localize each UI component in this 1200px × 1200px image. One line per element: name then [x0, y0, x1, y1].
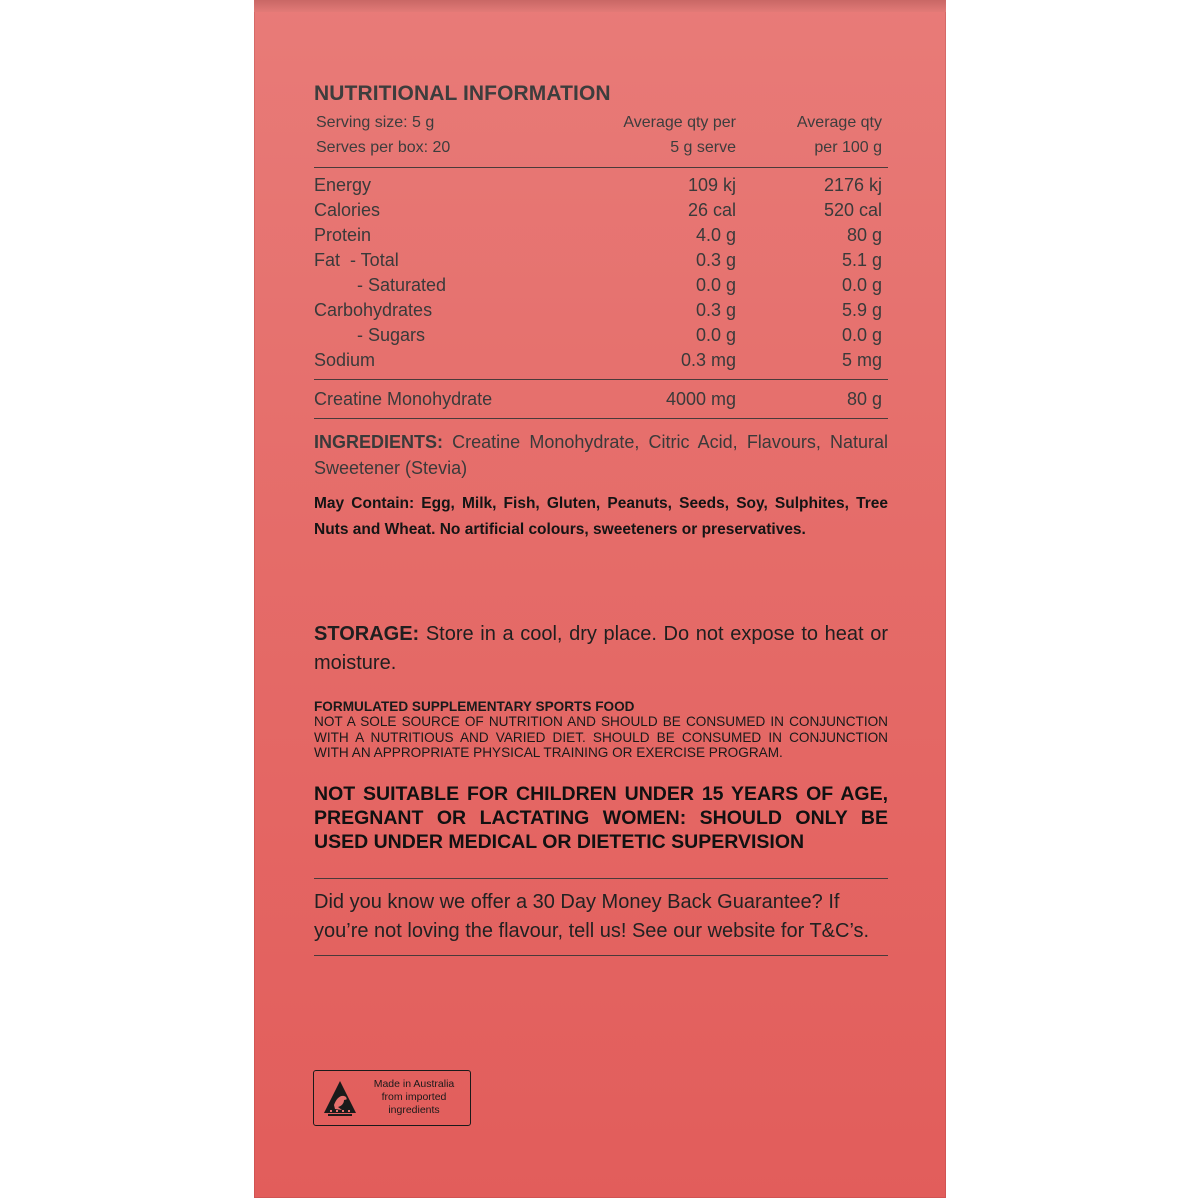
guarantee-text: Did you know we offer a 30 Day Money Back Guarantee? If you’re not loving the flavour, tell us! See our website for T&C’s.: [314, 890, 870, 942]
badge-line-1: Made in Australia: [373, 1078, 455, 1090]
nutrition-row: [314, 325, 888, 350]
nutrition-title: NUTRITIONAL INFORMATION: [314, 82, 611, 105]
box-top-flap: [254, 0, 946, 12]
row-per-100g: 520 cal: [823, 200, 882, 220]
row-per-serve: 0.3 g: [695, 300, 736, 320]
row-label: - Saturated: [357, 275, 447, 295]
storage-text: [314, 620, 888, 677]
allergen-statement: May Contain: Egg, Milk, Fish, Gluten, Peanuts, Seeds, Soy, Sulphites, Tree Nuts and Wheat. No artificial colours, sweeteners or preservatives.: [314, 495, 888, 538]
formulated-title: FORMULATED SUPPLEMENTARY SPORTS FOOD: [314, 699, 635, 714]
nutrition-header-row-2: [314, 135, 888, 160]
serving-size: Serving size: 5 g: [316, 114, 435, 131]
row-label: Calories: [314, 200, 381, 220]
row-per-serve: 0.0 g: [695, 325, 736, 345]
nutrition-row: [314, 300, 888, 325]
nutrition-row: [314, 350, 888, 375]
per-100g-header-unit: per 100 g: [814, 139, 882, 156]
row-per-serve: 0.0 g: [695, 275, 736, 295]
per-serve-header-unit: 5 g serve: [670, 139, 736, 156]
row-per-100g: 2176 kj: [823, 175, 882, 195]
row-per-serve: 4000 mg: [665, 389, 736, 409]
table-divider: [314, 167, 888, 168]
kangaroo-triangle-icon: [322, 1079, 358, 1117]
nutrition-row: [314, 250, 888, 275]
row-per-serve: 109 kj: [687, 175, 736, 195]
row-per-serve: 0.3 g: [695, 250, 736, 270]
row-label: Energy: [314, 175, 372, 195]
row-label: Protein: [314, 225, 372, 245]
row-per-100g: 0.0 g: [841, 275, 882, 295]
nutrition-header-row-1: [314, 110, 888, 135]
badge-text: [362, 1078, 466, 1117]
ingredients-list: Creatine Monohydrate, Citric Acid, Flavours, Natural Sweetener (Stevia): [314, 432, 888, 478]
per-serve-header: Average qty per: [623, 114, 736, 131]
nutrition-row: [314, 225, 888, 250]
nutrition-row: [314, 275, 888, 300]
creatine-row: [314, 389, 888, 414]
row-per-100g: 80 g: [846, 225, 882, 245]
row-label: Fat - Total: [314, 250, 399, 270]
badge-line-2: from imported: [381, 1091, 447, 1103]
formulated-body: NOT A SOLE SOURCE OF NUTRITION AND SHOULD BE CONSUMED IN CONJUNCTION WITH A NUTRITIOUS AND VARIED DIET. SHOULD BE CONSUMED IN CONJUNCTION WITH AN APPROPRIATE PHYSICAL TRAINING OR EXERCISE PROGRAM.: [314, 714, 888, 761]
row-per-serve: 0.3 mg: [680, 350, 736, 370]
serves-per-box: Serves per box: 20: [316, 139, 451, 156]
storage-label: STORAGE:: [314, 623, 420, 645]
nutrition-row: [314, 175, 888, 200]
made-in-australia-badge: [313, 1070, 471, 1126]
formulated-notice: [314, 699, 888, 761]
row-per-100g: 5.9 g: [841, 300, 882, 320]
per-100g-header: Average qty: [796, 114, 882, 131]
row-per-serve: 4.0 g: [695, 225, 736, 245]
badge-line-3: ingredients: [388, 1104, 440, 1116]
row-per-100g: 5.1 g: [841, 250, 882, 270]
row-per-100g: 80 g: [846, 389, 882, 409]
row-per-100g: 0.0 g: [841, 325, 882, 345]
suitability-warning: NOT SUITABLE FOR CHILDREN UNDER 15 YEARS OF AGE, PREGNANT OR LACTATING WOMEN: SHOULD ONLY BE USED UNDER MEDICAL OR DIETETIC SUPERVISION: [314, 782, 888, 853]
row-label: Sodium: [314, 350, 376, 370]
table-divider: [314, 379, 888, 380]
row-label: Creatine Monohydrate: [314, 389, 493, 409]
nutrition-row: [314, 200, 888, 225]
table-divider: [314, 418, 888, 419]
ingredients-text: [314, 429, 888, 481]
row-per-serve: 26 cal: [687, 200, 736, 220]
row-per-100g: 5 mg: [841, 350, 882, 370]
row-label: Carbohydrates: [314, 300, 433, 320]
label-content: [314, 82, 888, 956]
storage-instructions: Store in a cool, dry place. Do not expose to heat or moisture.: [314, 623, 888, 674]
row-label: - Sugars: [357, 325, 426, 345]
ingredients-label: INGREDIENTS:: [314, 432, 444, 452]
guarantee-divider-bottom: [314, 955, 888, 956]
